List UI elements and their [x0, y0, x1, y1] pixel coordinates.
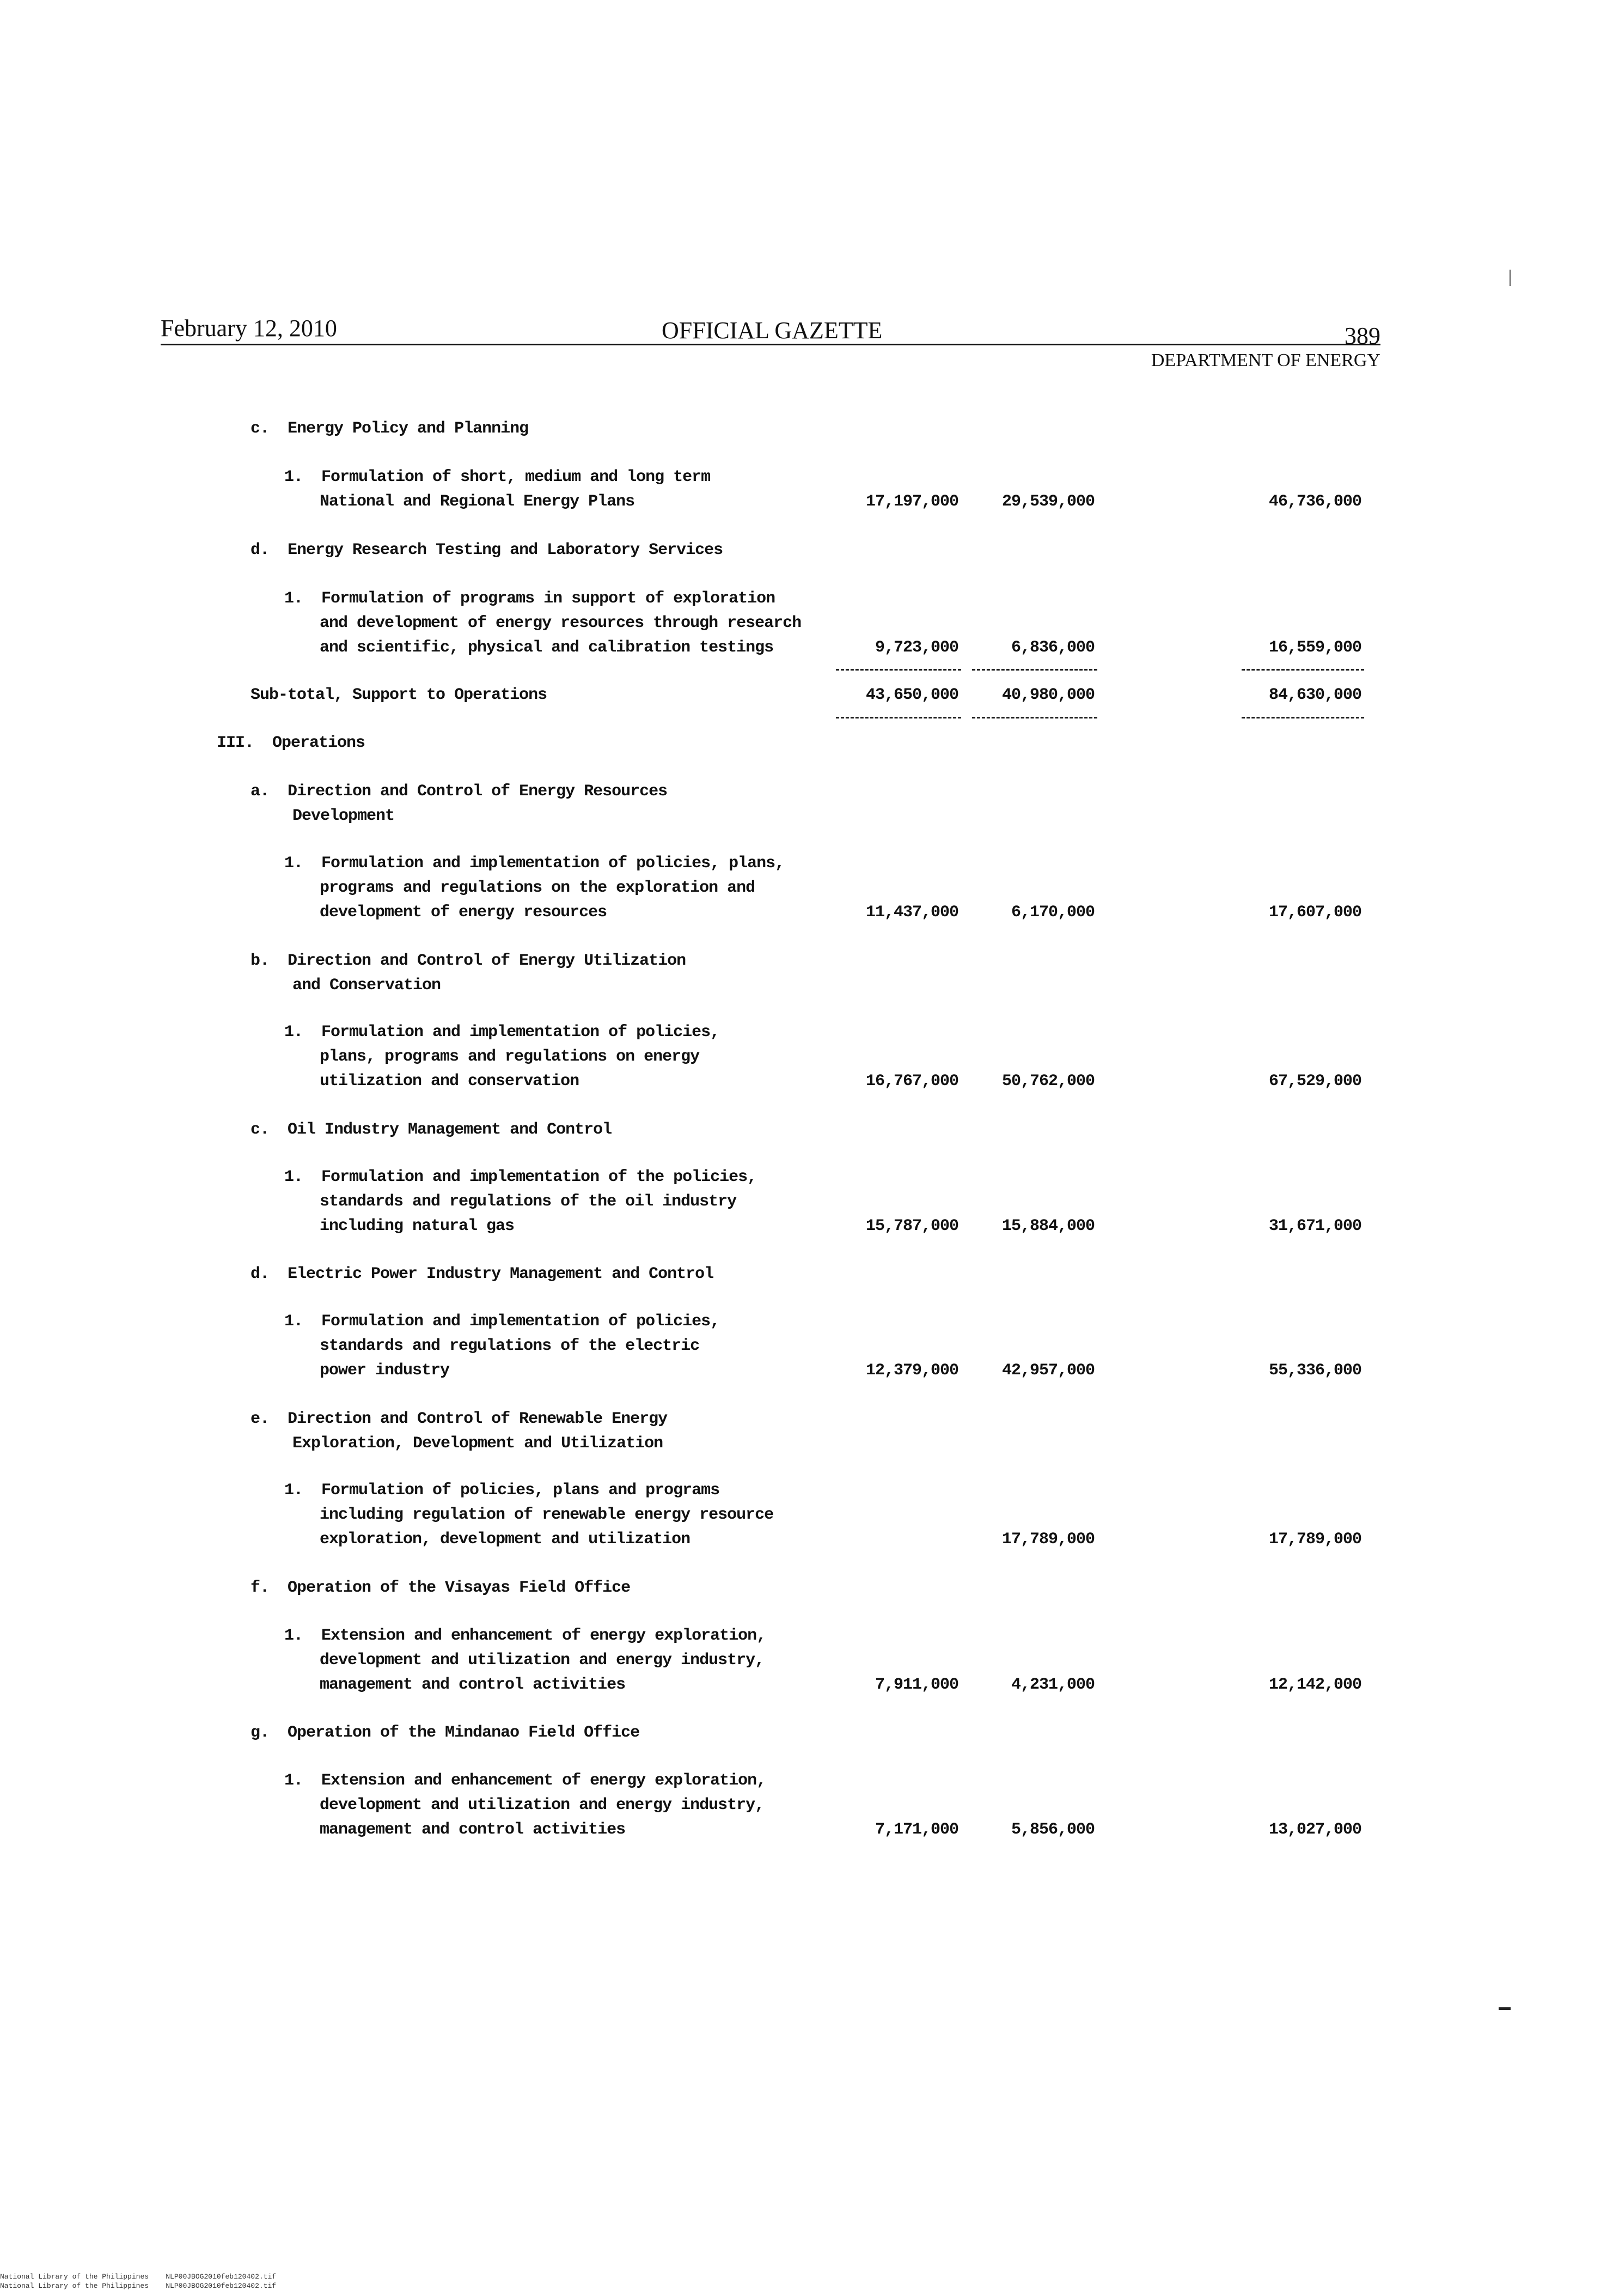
dashed-rule: [836, 669, 961, 671]
item-line: utilization and conservation: [320, 1072, 579, 1091]
amount-ps: 17,197,000: [865, 492, 958, 511]
publication-title: OFFICIAL GAZETTE: [662, 317, 883, 344]
operations-heading: III. Operations: [217, 734, 365, 752]
dashed-rule: [836, 717, 961, 718]
section-label: and Conservation: [292, 976, 441, 995]
header-rule: [161, 344, 1380, 345]
section-label: e. Direction and Control of Renewable Energy: [250, 1410, 668, 1428]
item-line: and scientific, physical and calibration testings: [320, 638, 774, 657]
amount-mooe: 6,170,000: [1011, 903, 1095, 922]
item-line: 1. Formulation of programs in support of exploration: [284, 589, 775, 608]
item-line: standards and regulations of the electric: [320, 1337, 700, 1355]
amount-total: 16,559,000: [1268, 638, 1361, 657]
amount-total: 55,336,000: [1268, 1361, 1361, 1380]
item-line: including natural gas: [320, 1217, 515, 1235]
item-line: National and Regional Energy Plans: [320, 492, 635, 511]
item-line: development and utilization and energy industry,: [320, 1651, 765, 1670]
amount-ps: 12,379,000: [865, 1361, 958, 1380]
section-label: d. Energy Research Testing and Laboratory Services: [250, 541, 723, 559]
item-line: programs and regulations on the exploration and: [320, 879, 755, 897]
amount-total: 46,736,000: [1268, 492, 1361, 511]
item-line: management and control activities: [320, 1676, 626, 1694]
item-line: 1. Extension and enhancement of energy exploration,: [284, 1771, 766, 1790]
amount-mooe: 29,539,000: [1001, 492, 1095, 511]
header-date: February 12, 2010: [161, 315, 337, 342]
item-line: development of energy resources: [320, 903, 607, 922]
dashed-rule: [972, 669, 1097, 671]
amount-mooe: 5,856,000: [1011, 1820, 1095, 1839]
section-label: Exploration, Development and Utilization: [292, 1434, 663, 1453]
item-line: 1. Formulation of short, medium and long term: [284, 468, 711, 486]
amount-total: 13,027,000: [1268, 1820, 1361, 1839]
dashed-rule: [1242, 717, 1364, 718]
item-line: 1. Formulation and implementation of policies, plans,: [284, 854, 785, 873]
section-label: f. Operation of the Visayas Field Office: [250, 1579, 631, 1597]
item-line: 1. Formulation and implementation of policies,: [284, 1312, 720, 1331]
amount-ps: 15,787,000: [865, 1217, 958, 1235]
item-line: plans, programs and regulations on energy: [320, 1047, 700, 1066]
amount-ps: 7,911,000: [875, 1676, 958, 1694]
dashed-rule: [972, 717, 1097, 718]
amount-total: 12,142,000: [1268, 1676, 1361, 1694]
item-line: management and control activities: [320, 1820, 626, 1839]
amount-mooe: 50,762,000: [1001, 1072, 1095, 1091]
section-label: c. Energy Policy and Planning: [250, 419, 529, 438]
dashed-rule: [1242, 669, 1364, 671]
scan-mark: [1510, 270, 1511, 286]
item-line: 1. Formulation and implementation of the policies,: [284, 1168, 757, 1186]
amount-total: 67,529,000: [1268, 1072, 1361, 1091]
subtotal-label: Sub-total, Support to Operations: [250, 686, 547, 704]
amount-mooe: 15,884,000: [1001, 1217, 1095, 1235]
amount-ps: 7,171,000: [875, 1820, 958, 1839]
item-line: power industry: [320, 1361, 450, 1380]
section-label: a. Direction and Control of Energy Resources: [250, 782, 668, 801]
amount-mooe: 17,789,000: [1001, 1530, 1095, 1549]
section-label: g. Operation of the Mindanao Field Office: [250, 1723, 640, 1742]
subtotal-total: 84,630,000: [1268, 686, 1361, 704]
scan-footer-line: National Library of the Philippines NLP00JBOG2010feb120402.tif: [0, 2273, 277, 2281]
item-line: 1. Extension and enhancement of energy exploration,: [284, 1627, 766, 1645]
item-line: standards and regulations of the oil industry: [320, 1192, 737, 1211]
item-line: development and utilization and energy industry,: [320, 1796, 765, 1814]
amount-mooe: 4,231,000: [1011, 1676, 1095, 1694]
subtotal-ps: 43,650,000: [865, 686, 958, 704]
section-label: Development: [292, 807, 395, 825]
item-line: and development of energy resources through research: [320, 614, 802, 632]
page-number: 389: [1345, 322, 1380, 349]
scan-mark: [1499, 2007, 1511, 2010]
section-label: d. Electric Power Industry Management and Control: [250, 1265, 714, 1283]
subtotal-mooe: 40,980,000: [1001, 686, 1095, 704]
amount-ps: 16,767,000: [865, 1072, 958, 1091]
amount-total: 17,607,000: [1268, 903, 1361, 922]
amount-ps: 11,437,000: [865, 903, 958, 922]
section-label: c. Oil Industry Management and Control: [250, 1120, 612, 1139]
department-name: DEPARTMENT OF ENERGY: [1151, 350, 1380, 370]
amount-mooe: 6,836,000: [1011, 638, 1095, 657]
amount-total: 31,671,000: [1268, 1217, 1361, 1235]
item-line: 1. Formulation and implementation of policies,: [284, 1023, 720, 1042]
section-label: b. Direction and Control of Energy Utilization: [250, 952, 686, 970]
amount-mooe: 42,957,000: [1001, 1361, 1095, 1380]
scan-footer-line: National Library of the Philippines NLP00JBOG2010feb120402.tif: [0, 2282, 277, 2290]
amount-total: 17,789,000: [1268, 1530, 1361, 1549]
amount-ps: 9,723,000: [875, 638, 958, 657]
item-line: 1. Formulation of policies, plans and programs: [284, 1481, 720, 1500]
item-line: including regulation of renewable energy resource: [320, 1506, 774, 1524]
item-line: exploration, development and utilization: [320, 1530, 691, 1549]
